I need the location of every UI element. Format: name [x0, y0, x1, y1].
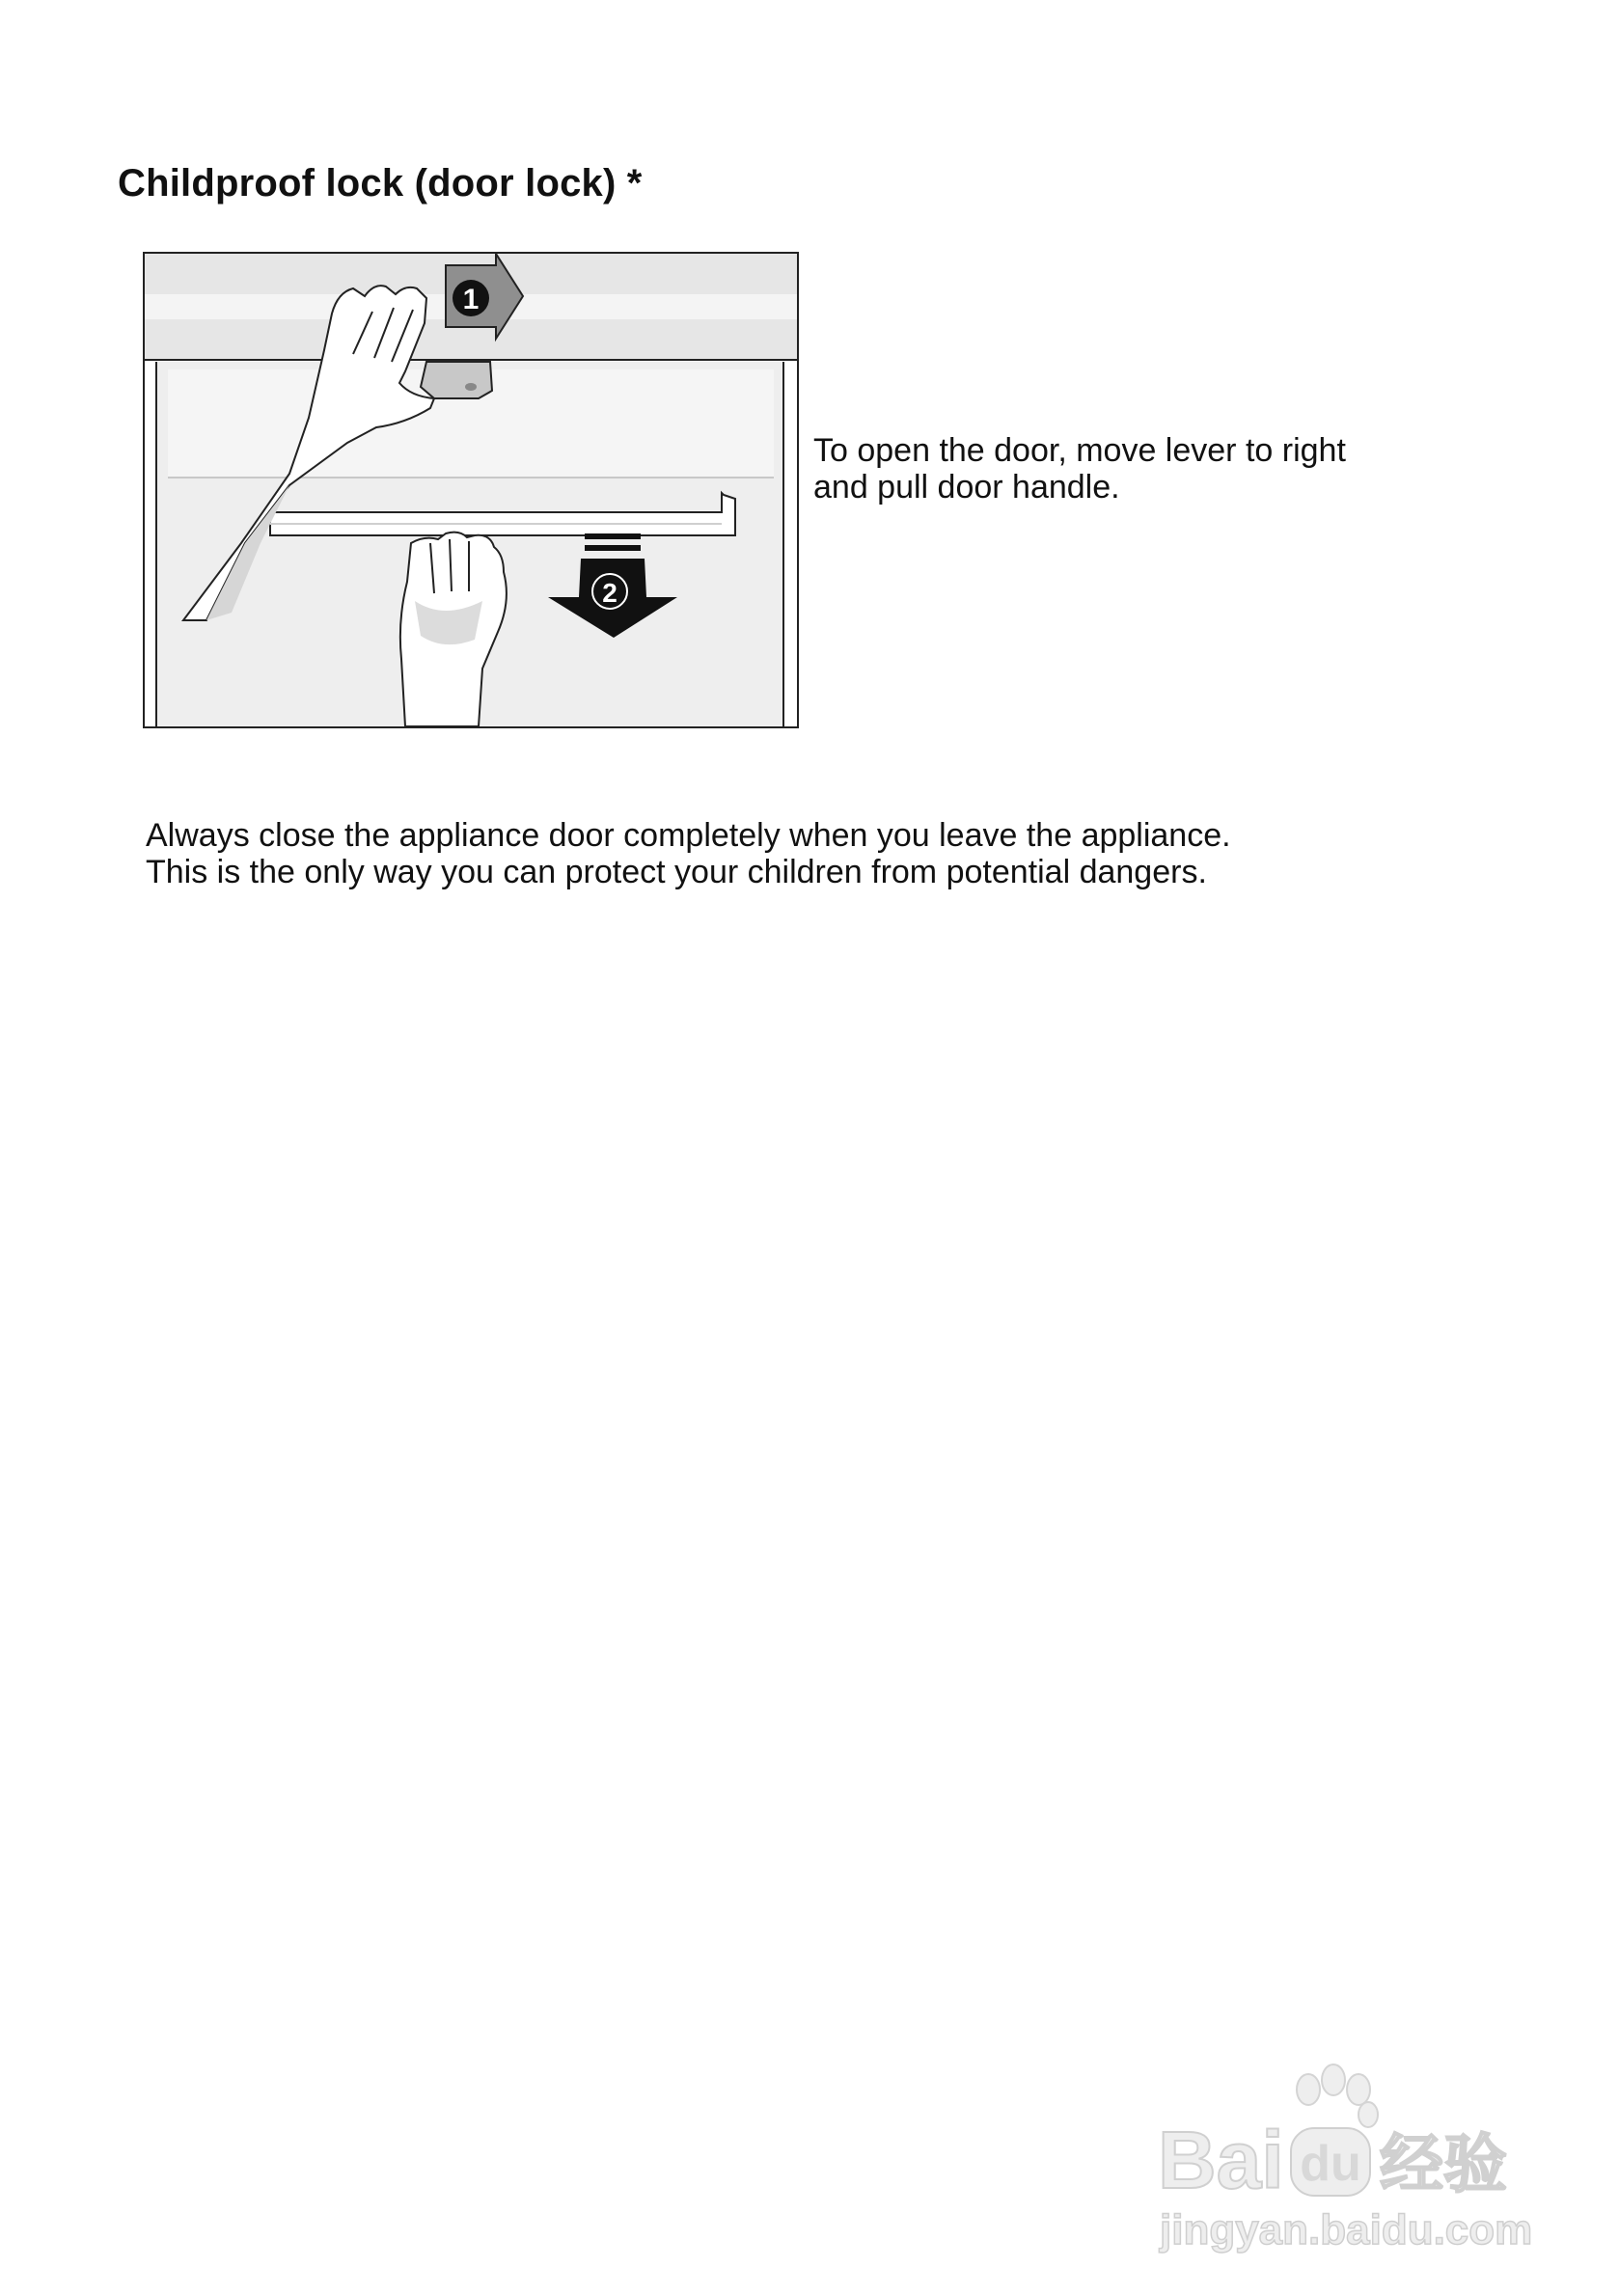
baidu-jingyan-watermark: [1148, 2055, 1553, 2257]
watermark-brand-du: du: [1300, 2136, 1361, 2192]
instruction-line-2: and pull door handle.: [813, 469, 1120, 506]
safety-note-line-2: This is the only way you can protect your children from potential dangers.: [146, 854, 1207, 890]
safety-note: [146, 817, 1231, 890]
watermark-brand-latin: Bai: [1158, 2115, 1284, 2205]
watermark-url: jingyan.baidu.com: [1160, 2206, 1533, 2254]
lever-icon: [421, 362, 492, 398]
paw-logo-icon: [1297, 2064, 1378, 2127]
door-lock-illustration: [143, 252, 799, 728]
instruction-text: [813, 432, 1346, 506]
watermark-brand-cn: 经验: [1380, 2127, 1507, 2201]
safety-note-line-1: Always close the appliance door completely when you leave the appliance.: [146, 817, 1231, 854]
instruction-line-1: To open the door, move lever to right: [813, 432, 1346, 469]
page-title: Childproof lock (door lock) *: [118, 162, 643, 205]
step-1-number: 1: [462, 284, 480, 315]
step-2-number: 2: [602, 578, 617, 608]
